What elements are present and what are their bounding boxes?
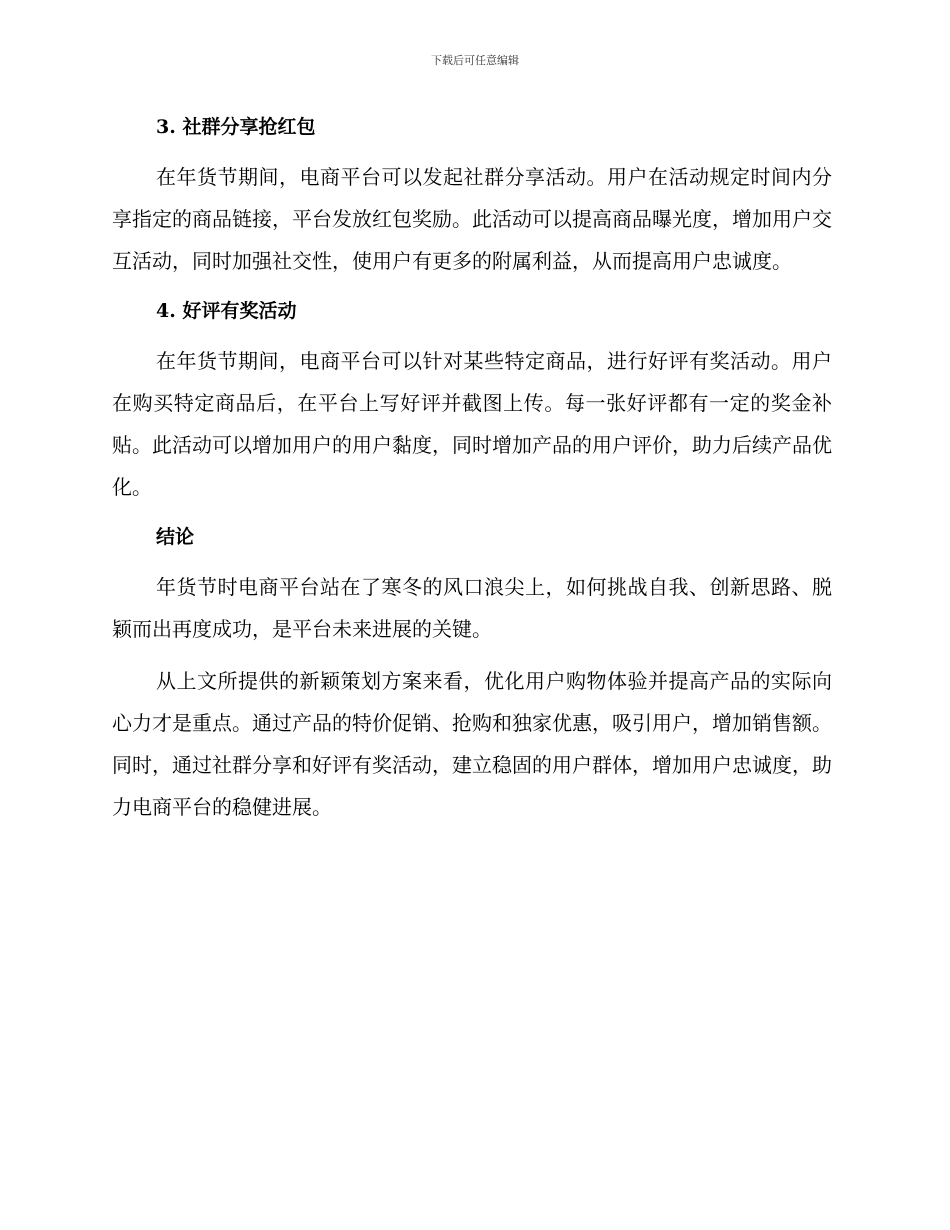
paragraph-conclusion-1: 年货节时电商平台站在了寒冬的风口浪尖上，如何挑战自我、创新思路、脱颖而出再度成功，是平台未来进展的关键。: [112, 575, 832, 641]
document-body: [112, 110, 832, 840]
paragraph-social-share: 在年货节期间，电商平台可以发起社群分享活动。用户在活动规定时间内分享指定的商品链接，平台发放红包奖励。此活动可以提高商品曝光度，增加用户交互活动，同时加强社交性，使用户有更多的附属利益，从而提高用户忠诚度。: [112, 165, 832, 273]
paragraph-conclusion-2: 从上文所提供的新颖策划方案来看，优化用户购物体验并提高产品的实际向心力才是重点。通过产品的特价促销、抢购和独家优惠，吸引用户，增加销售额。同时，通过社群分享和好评有奖活动，建立稳固的用户群体，增加用户忠诚度，助力电商平台的稳健进展。: [112, 669, 832, 819]
section-heading-conclusion: 结论: [156, 526, 195, 548]
paragraph-review-reward: 在年货节期间，电商平台可以针对某些特定商品，进行好评有奖活动。用户在购买特定商品后，在平台上写好评并截图上传。每一张好评都有一定的奖金补贴。此活动可以增加用户的用户黏度，同时增加产品的用户评价，助力后续产品优化。: [112, 349, 832, 499]
page-header-note: 下载后可任意编辑: [431, 54, 519, 67]
section-heading-social-share: 3. 社群分享抢红包: [156, 116, 316, 138]
section-heading-review-reward: 4. 好评有奖活动: [156, 300, 297, 322]
